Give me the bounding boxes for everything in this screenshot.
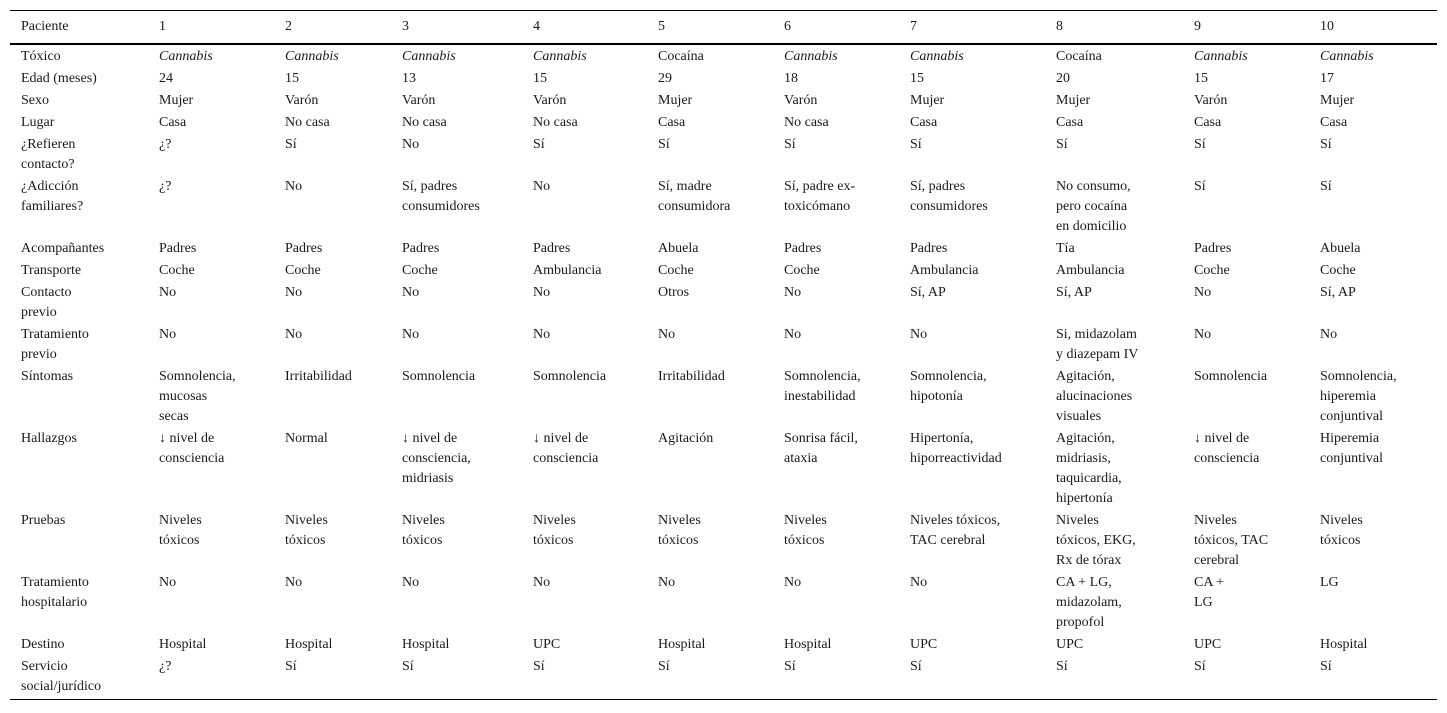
table-cell: No: [159, 327, 177, 342]
table-cell: Hiperemia conjuntival: [1320, 431, 1383, 466]
table-cell: Padres: [784, 241, 822, 256]
table-cell: Sí: [658, 659, 670, 674]
table-cell: Hospital: [784, 637, 832, 652]
table-cell: 18: [784, 71, 798, 86]
table-cell: Ambulancia: [533, 263, 602, 278]
table-cell: No casa: [533, 115, 578, 130]
table-body: [10, 44, 1437, 700]
header-patient-1: 1: [148, 11, 274, 45]
table-cell: No: [910, 575, 928, 590]
table-cell: Sí: [784, 137, 796, 152]
table-cell: Somnolencia: [533, 369, 607, 384]
table-cell: Casa: [1194, 115, 1222, 130]
table-cell: Niveles tóxicos: [784, 513, 827, 548]
table-cell: Sí, padres consumidores: [402, 179, 480, 214]
table-cell: UPC: [1056, 637, 1084, 652]
table-cell: Casa: [658, 115, 686, 130]
table-cell: ↓ nivel de consciencia: [1194, 431, 1260, 466]
table-cell: UPC: [1194, 637, 1222, 652]
header-row: [10, 11, 1437, 45]
table-cell: ¿?: [159, 659, 172, 674]
header-patient-2: 2: [274, 11, 391, 45]
table-cell: Sí: [1194, 137, 1206, 152]
table-cell: Coche: [159, 263, 195, 278]
table-cell: Coche: [1194, 263, 1230, 278]
table-cell: Padres: [910, 241, 948, 256]
table-cell: UPC: [533, 637, 561, 652]
table-cell: Padres: [285, 241, 323, 256]
table-cell: No consumo, pero cocaína en domicilio: [1056, 179, 1131, 234]
table-cell: Sí: [402, 659, 414, 674]
table-row: [10, 573, 1437, 635]
table-row: [10, 44, 1437, 69]
table-cell: No: [910, 327, 928, 342]
table-cell: Hospital: [402, 637, 450, 652]
table-cell: Sonrisa fácil, ataxia: [784, 431, 858, 466]
row-label: Destino: [21, 637, 65, 652]
table-cell: Si, midazolam y diazepam IV: [1056, 327, 1139, 362]
table-cell: Irritabilidad: [658, 369, 725, 384]
table-cell: UPC: [910, 637, 938, 652]
table-cell: Mujer: [159, 93, 194, 108]
table-row: [10, 239, 1437, 261]
table-cell: No casa: [285, 115, 330, 130]
table-cell: Agitación, alucinaciones visuales: [1056, 369, 1133, 424]
table-cell: Sí: [1056, 659, 1068, 674]
table-cell: Padres: [402, 241, 440, 256]
table-cell: 29: [658, 71, 672, 86]
table-cell: Sí: [658, 137, 670, 152]
table-cell: LG: [1320, 575, 1339, 590]
table-cell: Hospital: [285, 637, 333, 652]
table-cell: No: [784, 327, 802, 342]
table-cell: Niveles tóxicos, EKG, Rx de tórax: [1056, 513, 1136, 568]
table-cell: Hospital: [658, 637, 706, 652]
table-cell: Padres: [1194, 241, 1232, 256]
table-cell: Mujer: [658, 93, 693, 108]
row-label: Lugar: [21, 115, 55, 130]
table-cell: 24: [159, 71, 173, 86]
table-cell: Padres: [533, 241, 571, 256]
table-cell: No: [533, 285, 551, 300]
table-cell: No: [285, 575, 303, 590]
table-cell: Sí: [910, 659, 922, 674]
table-cell: No: [533, 327, 551, 342]
table-cell: Abuela: [1320, 241, 1361, 256]
table-cell: Casa: [159, 115, 187, 130]
table-cell: Mujer: [910, 93, 945, 108]
table-cell: Normal: [285, 431, 328, 446]
table-cell: Cannabis: [533, 49, 587, 64]
table-cell: No: [402, 575, 420, 590]
table-cell: No: [658, 327, 676, 342]
row-label: Tratamiento hospitalario: [21, 575, 89, 610]
table-cell: No: [658, 575, 676, 590]
table-cell: Cannabis: [910, 49, 964, 64]
table-cell: No: [285, 179, 303, 194]
row-label: Contacto previo: [21, 285, 72, 320]
table-cell: 15: [1194, 71, 1208, 86]
table-cell: Casa: [910, 115, 938, 130]
table-cell: Sí: [1320, 179, 1332, 194]
table-cell: Agitación: [658, 431, 714, 446]
table-cell: No: [402, 137, 420, 152]
table-cell: No: [285, 327, 303, 342]
table-cell: 13: [402, 71, 416, 86]
header-patient-7: 7: [899, 11, 1045, 45]
table-cell: Coche: [402, 263, 438, 278]
table-cell: Sí: [285, 659, 297, 674]
table-cell: Niveles tóxicos, TAC cerebral: [910, 513, 1001, 548]
table-cell: Ambulancia: [1056, 263, 1125, 278]
table-cell: Somnolencia, hipotonía: [910, 369, 987, 404]
table-row: [10, 429, 1437, 511]
table-cell: Sí: [533, 659, 545, 674]
table-cell: Varón: [784, 93, 818, 108]
table-cell: 20: [1056, 71, 1070, 86]
patients-table: [10, 10, 1437, 700]
table-cell: Sí, padres consumidores: [910, 179, 988, 214]
table-row: [10, 511, 1437, 573]
table-cell: No: [1194, 327, 1212, 342]
table-cell: Sí: [1320, 659, 1332, 674]
table-cell: Varón: [533, 93, 567, 108]
table-cell: Coche: [658, 263, 694, 278]
table-cell: Somnolencia, hiperemia conjuntival: [1320, 369, 1397, 424]
table-row: [10, 177, 1437, 239]
table-cell: ↓ nivel de consciencia: [533, 431, 599, 466]
table-cell: Niveles tóxicos: [1320, 513, 1363, 548]
table-cell: Coche: [285, 263, 321, 278]
table-cell: Somnolencia: [1194, 369, 1268, 384]
table-cell: Abuela: [658, 241, 699, 256]
table-cell: Sí, padre ex- toxicómano: [784, 179, 856, 214]
table-cell: Tía: [1056, 241, 1075, 256]
table-cell: Varón: [402, 93, 436, 108]
table-cell: Sí: [784, 659, 796, 674]
table-row: [10, 367, 1437, 429]
table-cell: Sí: [285, 137, 297, 152]
table-cell: ¿?: [159, 137, 172, 152]
table-cell: CA + LG, midazolam, propofol: [1056, 575, 1122, 630]
table-row: [10, 91, 1437, 113]
row-label: Acompañantes: [21, 241, 105, 256]
table-row: [10, 657, 1437, 700]
table-cell: Sí: [533, 137, 545, 152]
table-cell: No: [1194, 285, 1212, 300]
table-cell: No casa: [784, 115, 829, 130]
table-cell: Hospital: [1320, 637, 1368, 652]
table-cell: No: [402, 327, 420, 342]
table-cell: Sí: [1056, 137, 1068, 152]
table-cell: Cannabis: [1320, 49, 1374, 64]
table-cell: ↓ nivel de consciencia: [159, 431, 225, 466]
table-cell: Cocaína: [658, 49, 704, 64]
table-cell: Hospital: [159, 637, 207, 652]
header-label: Paciente: [10, 11, 148, 45]
table-cell: Coche: [1320, 263, 1356, 278]
table-cell: Agitación, midriasis, taquicardia, hipertonía: [1056, 431, 1122, 506]
table-cell: Cannabis: [402, 49, 456, 64]
table-cell: Cannabis: [1194, 49, 1248, 64]
table-cell: Sí: [1320, 137, 1332, 152]
table-cell: 15: [910, 71, 924, 86]
row-label: Tratamiento previo: [21, 327, 89, 362]
row-label: Transporte: [21, 263, 82, 278]
table-cell: Coche: [784, 263, 820, 278]
row-label: Hallazgos: [21, 431, 77, 446]
header-patient-8: 8: [1045, 11, 1183, 45]
table-cell: Varón: [1194, 93, 1228, 108]
table-cell: Casa: [1056, 115, 1084, 130]
table-cell: No: [533, 179, 551, 194]
row-label: ¿Refieren contacto?: [21, 137, 76, 172]
table-cell: Somnolencia: [402, 369, 476, 384]
header-patient-9: 9: [1183, 11, 1309, 45]
table-cell: Cannabis: [285, 49, 339, 64]
table-cell: No: [1320, 327, 1338, 342]
table-cell: Niveles tóxicos, TAC cerebral: [1194, 513, 1269, 568]
header-patient-10: 10: [1309, 11, 1437, 45]
table-row: [10, 325, 1437, 367]
row-label: Síntomas: [21, 369, 74, 384]
table-row: [10, 135, 1437, 177]
table-cell: No: [285, 285, 303, 300]
table-cell: Cannabis: [784, 49, 838, 64]
table-header: [10, 11, 1437, 45]
table-cell: Sí: [1194, 659, 1206, 674]
table-cell: Hipertonía, hiporreactividad: [910, 431, 1002, 466]
row-label: ¿Adicción familiares?: [21, 179, 84, 214]
table-cell: Sí, AP: [910, 285, 946, 300]
table-cell: Ambulancia: [910, 263, 979, 278]
table-cell: Mujer: [1320, 93, 1355, 108]
row-label: Tóxico: [21, 49, 61, 64]
table-cell: Niveles tóxicos: [285, 513, 328, 548]
table-cell: Niveles tóxicos: [533, 513, 576, 548]
table-cell: No: [159, 285, 177, 300]
table-cell: Somnolencia, inestabilidad: [784, 369, 861, 404]
table-cell: No: [533, 575, 551, 590]
table-cell: Mujer: [1056, 93, 1091, 108]
header-patient-5: 5: [647, 11, 773, 45]
header-patient-3: 3: [391, 11, 522, 45]
table-cell: ¿?: [159, 179, 172, 194]
table-cell: CA + LG: [1194, 575, 1225, 610]
table-cell: No: [159, 575, 177, 590]
row-label: Sexo: [21, 93, 49, 108]
table-cell: No: [402, 285, 420, 300]
table-cell: Cannabis: [159, 49, 213, 64]
table-cell: 15: [285, 71, 299, 86]
table-row: [10, 635, 1437, 657]
table-cell: Varón: [285, 93, 319, 108]
table-cell: No: [784, 285, 802, 300]
row-label: Servicio social/jurídico: [21, 659, 102, 694]
table-cell: Sí, AP: [1320, 285, 1356, 300]
row-label: Pruebas: [21, 513, 66, 528]
table-cell: Niveles tóxicos: [402, 513, 445, 548]
table-cell: Niveles tóxicos: [159, 513, 202, 548]
table-cell: No casa: [402, 115, 447, 130]
table-cell: No: [784, 575, 802, 590]
table-cell: Cocaína: [1056, 49, 1102, 64]
table-cell: Casa: [1320, 115, 1348, 130]
table-row: [10, 113, 1437, 135]
table-cell: Otros: [658, 285, 690, 300]
table-cell: ↓ nivel de consciencia, midriasis: [402, 431, 471, 486]
table-row: [10, 69, 1437, 91]
header-patient-6: 6: [773, 11, 899, 45]
table-cell: Sí: [910, 137, 922, 152]
table-cell: Irritabilidad: [285, 369, 352, 384]
table-cell: Niveles tóxicos: [658, 513, 701, 548]
table-cell: Sí, madre consumidora: [658, 179, 731, 214]
table-cell: 17: [1320, 71, 1334, 86]
row-label: Edad (meses): [21, 71, 97, 86]
header-patient-4: 4: [522, 11, 647, 45]
table-row: [10, 261, 1437, 283]
table-cell: 15: [533, 71, 547, 86]
table-cell: Sí, AP: [1056, 285, 1092, 300]
table-cell: Sí: [1194, 179, 1206, 194]
table-cell: Somnolencia, mucosas secas: [159, 369, 236, 424]
table-row: [10, 283, 1437, 325]
table-cell: Padres: [159, 241, 197, 256]
